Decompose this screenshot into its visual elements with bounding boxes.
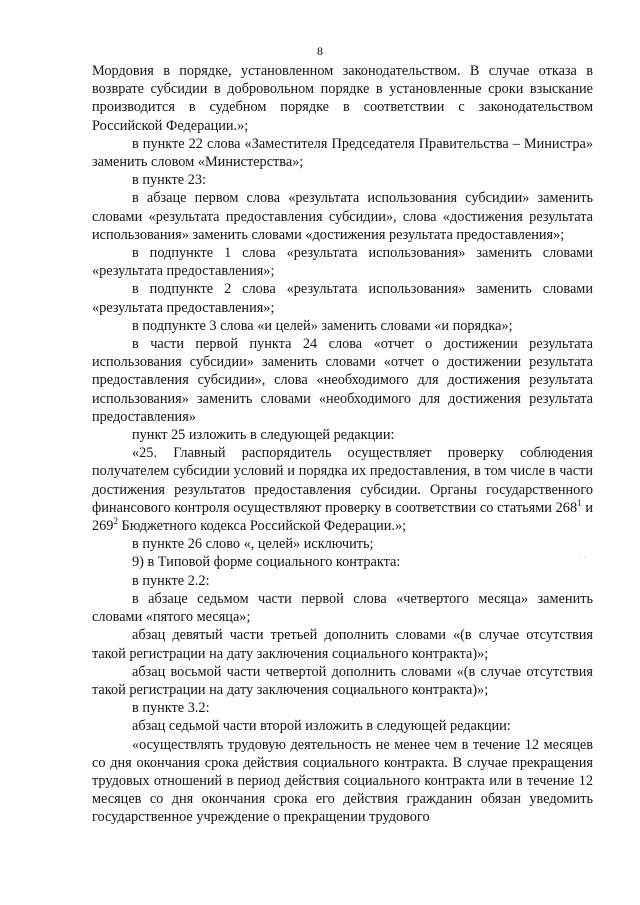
paragraph-16: абзац восьмой части четвертой дополнить словами «(в случае отсутствия такой регистрации на дату заключения социального контракта)»; xyxy=(92,663,593,698)
scan-artifact: · · xyxy=(578,552,587,562)
paragraph-17: в пункте 3.2: xyxy=(132,700,210,717)
document-body xyxy=(92,62,593,827)
page-number: 8 xyxy=(317,44,323,58)
paragraph-9: пункт 25 изложить в следующей редакции: xyxy=(132,427,395,444)
paragraph-19: «осуществлять трудовую деятельность не менее чем в течение 12 месяцев со дня окончания срока действия социального контракта. В случае прекращения трудовых отношений в период действия социального контракта или в течение 12 месяцев со дня окончания срока его действия гражданин обязан уведомить государственное учреждение о прекращении трудового xyxy=(92,736,593,826)
paragraph-2: в пункте 22 слова «Заместителя Председателя Правительства – Министра» заменить словом «Министерства»; xyxy=(92,135,593,171)
paragraph-10-text-after: Бюджетного кодекса Российской Федерации.»; xyxy=(117,518,407,535)
paragraph-1: Мордовия в порядке, установленном законодательством. В случае отказа в возврате субсидии в добровольном порядке в установленные сроки взыскание производится в судебном порядке в соответствии с законодательством Российской Федерации.»; xyxy=(92,63,593,134)
paragraph-15: абзац девятый части третьей дополнить словами «(в случае отсутствия такой регистрации на дату заключения социального контракта)»; xyxy=(92,627,593,662)
paragraph-6: в подпункте 2 слова «результата использования» заменить словами «результата предоставления»; xyxy=(92,281,593,316)
paragraph-10-text-middle: и 269 xyxy=(92,499,593,535)
article-269-superscript: 2 xyxy=(113,516,118,527)
paragraph-8: в части первой пункта 24 слова «отчет о достижении результата использования субсидии» заменить словами «отчет о достижении результата предоставления субсидии», слова «необходимого для достижения результата использования» заменить словами «необходимого для достижения результата предоставления» xyxy=(92,336,593,425)
paragraph-13: в пункте 2.2: xyxy=(132,572,210,589)
paragraph-14: в абзаце седьмом части первой слова «четвертого месяца» заменить словами «пятого месяца»; xyxy=(92,590,593,626)
paragraph-18: абзац седьмой части второй изложить в следующей редакции: xyxy=(132,718,511,735)
paragraph-12: 9) в Типовой форме социального контракта: xyxy=(132,554,401,571)
paragraph-4: в абзаце первом слова «результата использования субсидии» заменить словами «результата предоставления субсидии», слова «достижения результата использования» заменить словами «достижения результата предоставления»; xyxy=(92,190,593,243)
paragraph-3: в пункте 23: xyxy=(132,172,206,189)
article-268-superscript: 1 xyxy=(577,498,582,509)
paragraph-11: в пункте 26 слово «, целей» исключить; xyxy=(132,536,374,553)
paragraph-5: в подпункте 1 слова «результата использования» заменить словами «результата предоставления»; xyxy=(92,245,593,280)
paragraph-7: в подпункте 3 слова «и целей» заменить словами «и порядка»; xyxy=(132,317,513,334)
paragraph-10-text-before: «25. Главный распорядитель осуществляет проверку соблюдения получателем субсидии условий и порядка их предоставления, в том числе в части достижения результатов предоставления субсидии. Органы государственного финансового контроля осуществляют проверку в соответствии со статьями 268 xyxy=(92,445,593,516)
paragraph-10 xyxy=(92,444,593,535)
